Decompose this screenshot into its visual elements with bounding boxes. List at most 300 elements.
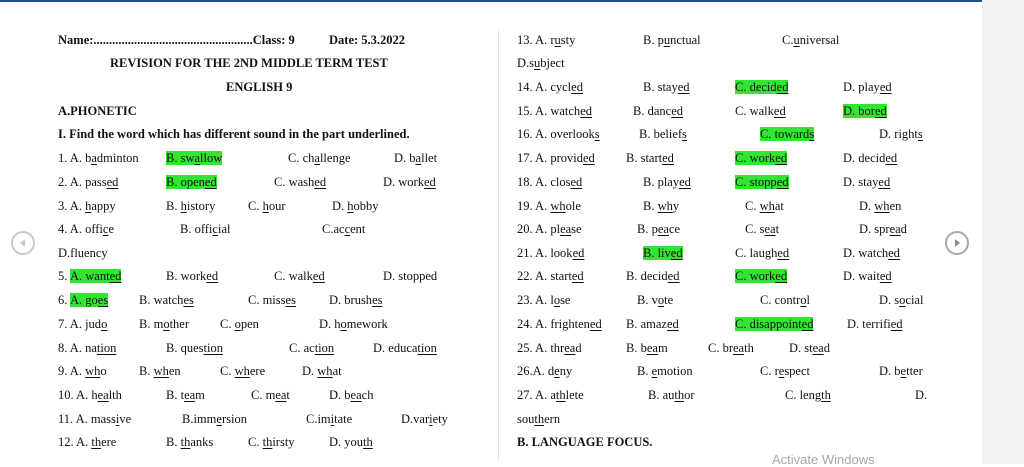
- option-prefix: D. stopped: [383, 269, 438, 283]
- option-suffix: o: [100, 364, 107, 378]
- right-row-16-option-4: [915, 388, 927, 403]
- option-prefix: B. p: [637, 222, 658, 236]
- option-text: [394, 151, 437, 165]
- left-row-8-option-1: [58, 317, 107, 332]
- option-text: [517, 364, 572, 378]
- option-prefix: D. b: [879, 364, 901, 378]
- option-prefix: B. watch: [139, 293, 184, 307]
- option-prefix: 20. A. pl: [517, 222, 561, 236]
- underlined-part: tion: [417, 341, 437, 355]
- option-suffix: lth: [108, 388, 122, 402]
- right-row-12-option-4: [879, 293, 923, 308]
- right-row-13-option-2: [626, 317, 679, 332]
- option-text: [58, 151, 139, 165]
- option-prefix: B. liv: [643, 246, 671, 260]
- play-next-icon: [952, 238, 962, 248]
- highlighted-answer: [735, 269, 787, 283]
- underlined-part: ea: [275, 388, 287, 402]
- option-prefix: D.var: [401, 412, 430, 426]
- option-prefix: B. au: [648, 388, 675, 402]
- option-prefix: B. open: [166, 175, 205, 189]
- option-text: [745, 222, 779, 236]
- option-text: [274, 269, 325, 283]
- option-suffix: llow: [200, 151, 223, 165]
- underlined-part: e: [554, 364, 560, 378]
- option-prefix: D. right: [879, 127, 918, 141]
- option-text: [879, 293, 923, 307]
- option-text: [58, 388, 122, 402]
- right-row-13-option-3: [735, 317, 813, 332]
- option-text: [708, 341, 754, 355]
- underlined-part: ed: [572, 246, 585, 260]
- left-row-13-option-4: [329, 435, 373, 450]
- option-prefix: B. stay: [643, 80, 678, 94]
- underlined-part: ed: [589, 317, 602, 331]
- option-text: [58, 435, 116, 449]
- option-prefix: B. b: [626, 341, 647, 355]
- next-page-button[interactable]: [945, 231, 969, 255]
- right-row-3-option-3: [735, 80, 788, 95]
- option-text: [735, 246, 789, 260]
- option-prefix: C.: [248, 435, 263, 449]
- option-prefix: B. m: [139, 317, 164, 331]
- right-row-12-option-3: [760, 293, 810, 308]
- option-prefix: D. educa: [373, 341, 418, 355]
- option-suffix: se: [571, 222, 582, 236]
- right-row-6-option-1: [517, 151, 595, 166]
- option-text: [517, 127, 600, 141]
- highlighted-answer: [760, 127, 814, 141]
- underlined-part: ea: [764, 222, 776, 236]
- left-row-2-option-3: [274, 175, 326, 190]
- underlined-part: ed: [667, 269, 680, 283]
- option-prefix: D. b: [394, 151, 416, 165]
- option-prefix: 6.: [58, 293, 68, 307]
- option-suffix: l: [806, 293, 811, 307]
- left-row-6-option-5: [383, 269, 437, 284]
- underlined-part: h: [347, 199, 354, 213]
- right-row-10-option-2: [643, 246, 683, 261]
- left-row-13-option-1: [58, 435, 116, 450]
- left-row-3-option-3: [248, 199, 286, 214]
- option-prefix: C. wash: [274, 175, 315, 189]
- option-prefix: C. walk: [735, 104, 774, 118]
- left-row-9-option-3: [289, 341, 334, 356]
- underlined-part: wh: [550, 199, 566, 213]
- left-row-12-option-3: [306, 412, 352, 427]
- right-row-6-option-3: [735, 151, 787, 166]
- underlined-part: ed: [888, 246, 900, 260]
- option-prefix: C.: [745, 199, 760, 213]
- option-prefix: B.: [637, 364, 652, 378]
- subject-title: ENGLISH 9: [226, 80, 293, 94]
- option-text: [274, 175, 326, 189]
- left-row-10-option-3: [220, 364, 265, 379]
- underlined-part: s: [682, 127, 687, 141]
- left-row-10-option-4: [302, 364, 342, 379]
- underlined-part: th: [534, 412, 545, 426]
- option-prefix: D. watch: [843, 246, 889, 260]
- option-prefix: 14. A. cycl: [517, 80, 572, 94]
- option-text: [633, 104, 683, 118]
- option-suffix: ial: [217, 222, 231, 236]
- option-text: [843, 80, 892, 94]
- underlined-part: ea: [560, 222, 572, 236]
- underlined-part: ed: [885, 151, 898, 165]
- option-prefix: B.: [139, 364, 154, 378]
- option-prefix: D. bor: [843, 104, 875, 118]
- option-text: [517, 269, 584, 283]
- option-suffix: th: [744, 341, 754, 355]
- underlined-part: ed: [571, 269, 584, 283]
- option-text: [517, 412, 560, 426]
- option-text: [735, 104, 786, 118]
- option-text: [58, 175, 118, 189]
- right-row-11-option-4: [843, 269, 892, 284]
- underlined-part: e: [216, 412, 222, 426]
- option-prefix: D. spr: [859, 222, 890, 236]
- option-prefix: 25. A. thr: [517, 341, 565, 355]
- option-text: [289, 341, 334, 355]
- underlined-part: c: [212, 222, 218, 236]
- underlined-part: h: [180, 199, 187, 213]
- chevron-left-icon: [18, 238, 28, 248]
- option-prefix: 23. A. l: [517, 293, 554, 307]
- left-row-13-option-3: [248, 435, 295, 450]
- name-class-line: Name:...................................................Class: 9: [58, 33, 295, 47]
- option-suffix: en: [889, 199, 902, 213]
- underlined-part: o: [800, 293, 807, 307]
- option-text: [58, 199, 116, 213]
- option-suffix: bject: [540, 56, 565, 70]
- option-prefix: 22. A. start: [517, 269, 572, 283]
- option-prefix: D. terrifi: [847, 317, 891, 331]
- option-text: [843, 151, 897, 165]
- option-suffix: e: [108, 222, 115, 236]
- option-prefix: D. wait: [843, 269, 880, 283]
- option-text: [517, 80, 583, 94]
- option-text: [637, 222, 680, 236]
- option-text: [166, 435, 213, 449]
- option-prefix: B. offi: [180, 222, 213, 236]
- underlined-part: u: [663, 33, 671, 47]
- underlined-part: wh: [317, 364, 333, 378]
- left-row-2-option-4: [383, 175, 436, 190]
- option-prefix: 27. A. a: [517, 388, 556, 402]
- option-prefix: 1. A. b: [58, 151, 92, 165]
- option-prefix: C. work: [735, 269, 776, 283]
- option-text: [517, 293, 570, 307]
- test-date: Date: 5.3.2022: [329, 33, 406, 47]
- option-text: [251, 388, 290, 402]
- right-row-1-option-3: [782, 33, 839, 48]
- option-text: [859, 199, 901, 213]
- underlined-part: wh: [759, 199, 775, 213]
- underlined-part: ea: [657, 222, 669, 236]
- left-row-11-option-3: [251, 388, 290, 403]
- option-text: [58, 341, 116, 355]
- right-row-16-option-3: [785, 388, 831, 403]
- option-text: [383, 175, 436, 189]
- underlined-part: ed: [801, 317, 814, 331]
- underlined-part: o: [340, 317, 347, 331]
- option-text: [517, 151, 595, 165]
- right-row-5-option-4: [879, 127, 923, 142]
- option-prefix: D. s: [879, 293, 900, 307]
- option-prefix: D. brush: [329, 293, 373, 307]
- option-text: [637, 364, 693, 378]
- option-text: [847, 317, 903, 331]
- right-row-7-option-2: [643, 175, 691, 190]
- option-prefix: A. want: [70, 269, 110, 283]
- underlined-part: o: [234, 317, 241, 331]
- option-prefix: B.: [643, 199, 658, 213]
- underlined-part: wh: [874, 199, 890, 213]
- underlined-part: a: [91, 151, 97, 165]
- option-prefix: B. danc: [633, 104, 672, 118]
- right-row-4-option-4: [843, 104, 887, 119]
- left-row-9-option-2: [166, 341, 223, 356]
- right-row-14-option-3: [708, 341, 754, 356]
- option-prefix: D.: [859, 199, 875, 213]
- option-suffix: se: [560, 293, 571, 307]
- option-suffix: nctual: [670, 33, 701, 47]
- underlined-part: a: [194, 151, 201, 165]
- underlined-part: ed: [878, 175, 891, 189]
- option-prefix: C.: [220, 317, 235, 331]
- option-text: [517, 33, 575, 47]
- left-row-11-option-1: [58, 388, 122, 403]
- option-text: [517, 104, 592, 118]
- underlined-part: ea: [733, 341, 745, 355]
- underlined-part: ed: [677, 80, 690, 94]
- option-prefix: C. s: [745, 222, 765, 236]
- right-row-14-option-2: [626, 341, 668, 356]
- right-row-3-option-1: [517, 80, 583, 95]
- underlined-part: o: [553, 293, 561, 307]
- option-text: [789, 341, 830, 355]
- option-prefix: B. p: [643, 33, 664, 47]
- option-prefix: B. work: [166, 269, 207, 283]
- underlined-part: ed: [662, 151, 674, 165]
- option-text: [639, 127, 687, 141]
- option-text: [58, 317, 107, 331]
- option-prefix: 12. A.: [58, 435, 92, 449]
- right-row-1-option-2: [643, 33, 701, 48]
- option-text: [329, 293, 382, 307]
- right-row-7-option-1: [517, 175, 582, 190]
- left-row-3-option-4: [332, 199, 379, 214]
- right-row-3-option-4: [843, 80, 892, 95]
- underlined-part: i: [429, 412, 433, 426]
- underlined-part: e: [651, 364, 658, 378]
- option-text: [166, 388, 205, 402]
- option-suffix: d: [900, 222, 907, 236]
- right-row-6-option-4: [843, 151, 897, 166]
- option-text: [220, 317, 259, 331]
- right-row-12-option-2: [637, 293, 673, 308]
- left-row-3-option-1: [58, 199, 116, 214]
- activate-windows-watermark: Activate Windows: [772, 452, 875, 467]
- right-row-10-option-3: [735, 246, 789, 261]
- left-row-5-option-1: [58, 246, 108, 261]
- underlined-part: s: [594, 127, 600, 141]
- highlighted-answer: [70, 293, 108, 307]
- option-suffix: ent: [350, 222, 366, 236]
- option-text: [785, 388, 831, 402]
- underlined-part: ed: [679, 175, 691, 189]
- option-suffix: tate: [334, 412, 353, 426]
- option-text: [915, 388, 927, 402]
- option-text: [139, 317, 189, 331]
- underlined-part: a: [415, 151, 422, 165]
- left-row-1-option-3: [288, 151, 351, 166]
- underlined-part: es: [372, 293, 383, 307]
- option-suffix: ther: [169, 317, 189, 331]
- option-prefix: sou: [517, 412, 535, 426]
- underlined-part: s: [809, 127, 815, 141]
- option-prefix: B. t: [166, 388, 185, 402]
- option-prefix: B. ques: [166, 341, 204, 355]
- option-text: [626, 269, 679, 283]
- right-row-17-option-1: [517, 412, 560, 427]
- underlined-part: e: [778, 364, 785, 378]
- underlined-part: tion: [96, 341, 117, 355]
- right-row-7-option-4: [843, 175, 890, 190]
- underlined-part: tion: [203, 341, 223, 355]
- option-text: [58, 222, 114, 236]
- option-prefix: D. b: [329, 388, 351, 402]
- right-margin: [982, 0, 1024, 464]
- option-text: [139, 364, 181, 378]
- underlined-part: ea: [97, 388, 109, 402]
- previous-page-button[interactable]: [11, 231, 35, 255]
- underlined-part: th: [262, 435, 273, 449]
- left-row-1-option-1: [58, 151, 139, 166]
- highlighted-answer: [166, 151, 222, 165]
- right-row-8-option-1: [517, 199, 581, 214]
- option-prefix: 19. A.: [517, 199, 551, 213]
- right-row-8-option-3: [745, 199, 784, 214]
- option-prefix: C. stopp: [735, 175, 777, 189]
- underlined-part: ed: [580, 104, 592, 118]
- option-text: [517, 317, 602, 331]
- underlined-part: th: [821, 388, 831, 402]
- right-row-9-option-4: [859, 222, 907, 237]
- option-suffix: ety: [432, 412, 448, 426]
- option-text: [58, 293, 67, 307]
- left-row-6-option-4: [274, 269, 325, 284]
- option-suffix: sty: [560, 33, 576, 47]
- option-suffix: irsty: [272, 435, 295, 449]
- left-row-3-option-2: [166, 199, 215, 214]
- underlined-part: u: [793, 33, 800, 47]
- option-text: [58, 246, 108, 260]
- underlined-part: ed: [314, 175, 327, 189]
- right-row-11-option-1: [517, 269, 584, 284]
- option-text: [517, 341, 582, 355]
- option-prefix: B. sw: [166, 151, 195, 165]
- section-phonetic-heading: A.PHONETIC: [58, 104, 137, 118]
- underlined-part: ed: [312, 269, 325, 283]
- highlighted-answer: [70, 269, 121, 283]
- option-text: [643, 175, 691, 189]
- right-row-15-option-3: [760, 364, 810, 379]
- option-text: [166, 269, 218, 283]
- left-row-10-option-1: [58, 364, 107, 379]
- underlined-part: i: [115, 412, 120, 426]
- left-row-6-option-1: [58, 269, 67, 284]
- option-prefix: B. decid: [626, 269, 668, 283]
- option-text: [626, 151, 674, 165]
- option-prefix: C. m: [251, 388, 276, 402]
- option-suffix: ny: [559, 364, 573, 378]
- left-row-8-option-3: [220, 317, 259, 332]
- option-prefix: 17. A. provid: [517, 151, 583, 165]
- option-text: [58, 364, 107, 378]
- highlighted-answer: [166, 175, 217, 189]
- option-text: [302, 364, 342, 378]
- left-row-12-option-1: [58, 412, 131, 427]
- right-row-9-option-3: [745, 222, 779, 237]
- right-row-9-option-2: [637, 222, 680, 237]
- left-row-1-option-4: [394, 151, 437, 166]
- underlined-part: es: [183, 293, 194, 307]
- option-prefix: D. h: [319, 317, 341, 331]
- option-text: [879, 127, 923, 141]
- right-row-11-option-3: [735, 269, 787, 284]
- option-text: [517, 388, 584, 402]
- underlined-part: o: [899, 293, 906, 307]
- right-row-14-option-4: [789, 341, 830, 356]
- option-prefix: C.im: [306, 412, 331, 426]
- option-text: [58, 269, 67, 283]
- underlined-part: ea: [184, 388, 196, 402]
- option-text: [859, 222, 907, 236]
- left-row-6-option-3: [166, 269, 218, 284]
- right-row-5-option-1: [517, 127, 600, 142]
- underlined-part: s: [917, 127, 923, 141]
- option-text: [248, 293, 296, 307]
- underlined-part: ed: [666, 317, 679, 331]
- option-suffix: ern: [544, 412, 561, 426]
- section-language-focus-heading: B. LANGUAGE FOCUS.: [517, 435, 653, 449]
- option-text: [383, 269, 437, 283]
- option-prefix: B. play: [643, 175, 680, 189]
- option-text: [879, 364, 923, 378]
- option-text: [220, 364, 265, 378]
- underlined-part: es: [97, 293, 109, 307]
- option-prefix: 21. A. look: [517, 246, 573, 260]
- underlined-part: th: [555, 388, 566, 402]
- right-row-8-option-2: [643, 199, 679, 214]
- underlined-part: o: [101, 317, 108, 331]
- option-prefix: D. st: [789, 341, 813, 355]
- option-text: [843, 246, 900, 260]
- option-suffix: niversal: [799, 33, 840, 47]
- option-prefix: C. contr: [760, 293, 801, 307]
- option-suffix: te: [664, 293, 674, 307]
- underlined-part: ea: [646, 341, 658, 355]
- underlined-part: ed: [571, 80, 583, 94]
- underlined-part: e: [900, 364, 907, 378]
- option-text: [332, 199, 379, 213]
- underlined-part: ed: [670, 246, 683, 260]
- right-row-9-option-1: [517, 222, 582, 237]
- option-prefix: 16. A. overlook: [517, 127, 595, 141]
- option-prefix: D.: [332, 199, 348, 213]
- underlined-part: ed: [777, 246, 790, 260]
